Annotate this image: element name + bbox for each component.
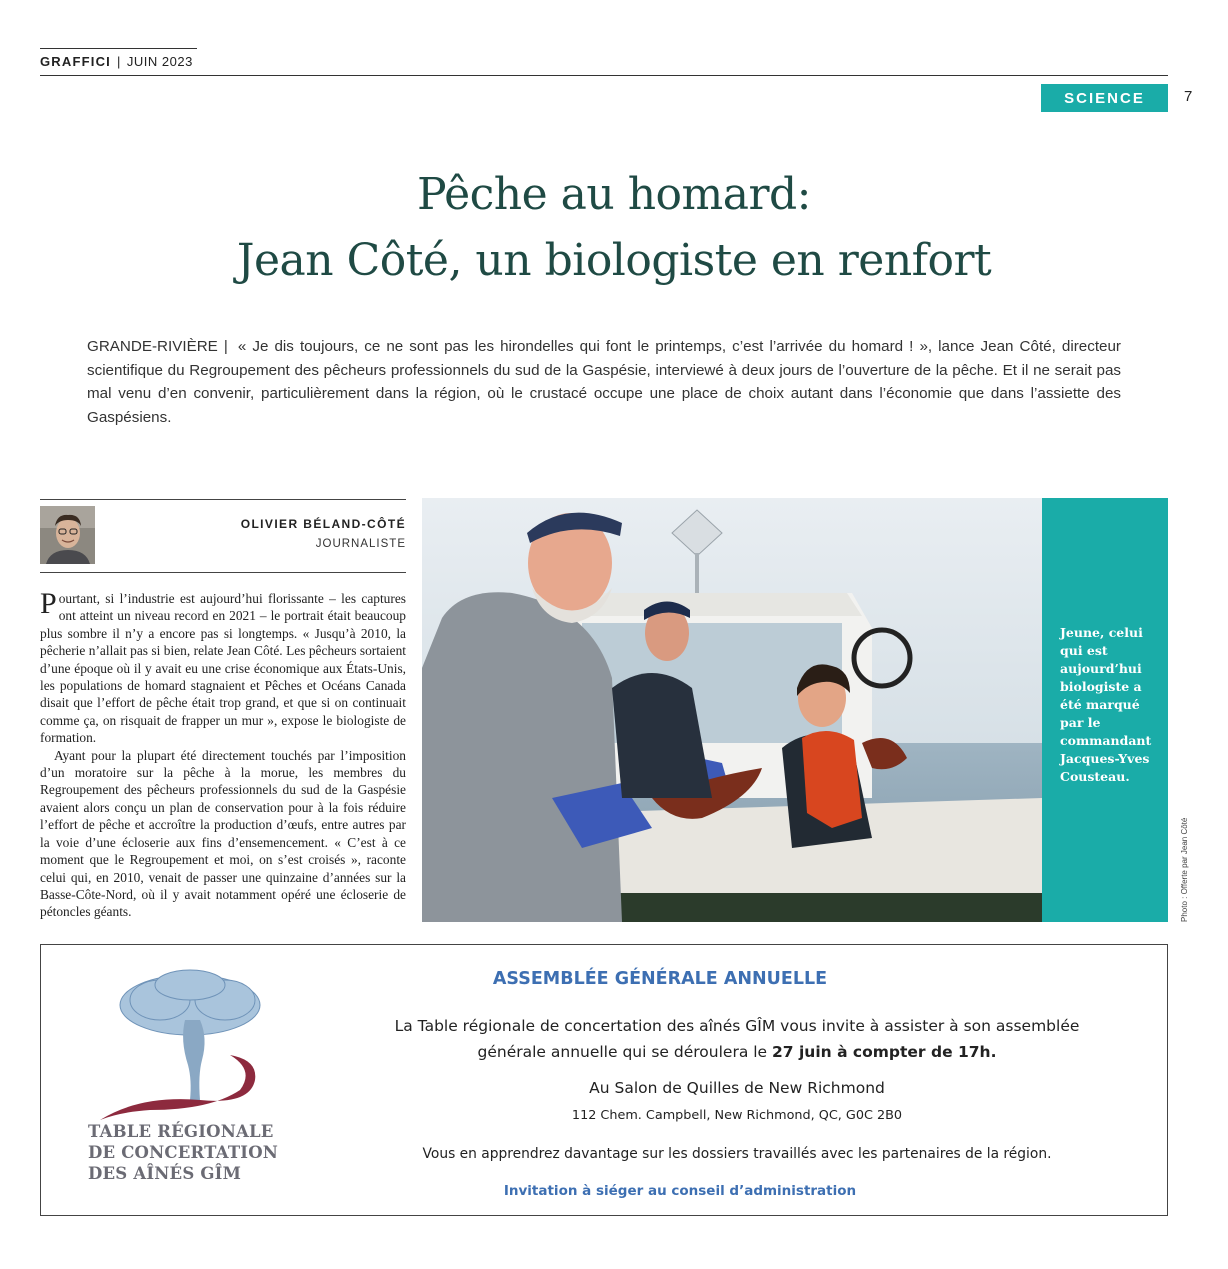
drop-cap: P	[40, 587, 57, 620]
dateline: GRANDE-RIVIÈRE |	[87, 338, 228, 355]
logo-line-2: DE CONCERTATION	[88, 1143, 279, 1162]
ad-logo-text	[88, 1121, 278, 1184]
body-paragraph	[40, 587, 406, 747]
article-headline	[0, 162, 1228, 294]
body-paragraph-1-text: ourtant, si l’industrie est aujourd’hui florissante – les captures ont atteint un niveau record en 2021 – le portrait était beaucoup plus sombre il n’y a encore pas si longtemps. « Jusqu’à 2010, la pêcherie n’allait pas si bien, relate Jean Côté. Les pêcheurs sortaient d’une époque où il y avait eu une crise économique aux États-Unis, les populations de homard stagnaient et Pêches et Océans Canada disait que l’effort de pêche était trop grand, et que si on continuait comme ça, on risquait de frapper un mur », expose le biologiste de formation.	[40, 591, 406, 746]
ad-body-line-2-text: générale annuelle qui se déroulera le	[477, 1043, 773, 1061]
author-name: OLIVIER BÉLAND-CÔTÉ	[240, 517, 406, 531]
masthead-separator: |	[116, 54, 121, 69]
ad-body-line-1: La Table régionale de concertation des aînés GÎM vous invite à assister à son assemblée	[394, 1017, 1080, 1035]
photo-caption: Jeune, celui qui est aujourd’hui biologiste a été marqué par le commandant Jacques-Yves Cousteau.	[1060, 625, 1152, 784]
ad-body	[340, 1013, 1134, 1065]
article-photo	[422, 498, 1042, 922]
page-number: 7	[1184, 88, 1193, 105]
headline-line-1: Pêche au homard:	[416, 169, 812, 220]
header-top-rule	[40, 48, 197, 49]
section-tag: SCIENCE	[1041, 84, 1168, 112]
logo-line-1: TABLE RÉGIONALE	[88, 1122, 274, 1141]
author-role: JOURNALISTE	[315, 538, 406, 550]
ad-body-line-2	[340, 1039, 1134, 1065]
issue-date: JUIN 2023	[126, 54, 193, 69]
ad-venue: Au Salon de Quilles de New Richmond	[589, 1079, 885, 1097]
headline-line-2: Jean Côté, un biologiste en renfort	[236, 235, 992, 286]
body-paragraph: Ayant pour la plupart été directement touchés par l’imposition d’un moratoire sur la pêche à la morue, les membres du Regroupement des pêcheurs professionnels du sud de la Gaspésie avaient alors conçu un plan de conservation pour à la fois réduire l’effort de pêche et accroître la production d’œufs, entre autres par la voie d’une écloserie aux fins d’ensemencement. « C’est à ce moment que le Regroupement et moi, on s’est croisés », raconte celui qui, en 2010, venait de passer une quinzaine d’années sur la Basse-Côte-Nord, où il y avait notamment opéré une écloserie de pétoncles géants.	[40, 747, 406, 920]
ad-more-info: Vous en apprendrez davantage sur les dossiers travaillés avec les partenaires de la région.	[422, 1146, 1052, 1162]
ad-title: ASSEMBLÉE GÉNÉRALE ANNUELLE	[492, 969, 828, 989]
article-body	[40, 587, 406, 921]
byline-bottom-rule	[40, 572, 406, 573]
author-block	[241, 517, 406, 550]
ad-date-time: 27 juin à compter de 17h.	[772, 1043, 997, 1061]
article-lede	[87, 335, 1121, 429]
logo-line-3: DES AÎNÉS GÎM	[88, 1164, 242, 1183]
header-rule	[40, 75, 1168, 76]
ad-address: 112 Chem. Campbell, New Richmond, QC, G0C 2B0	[571, 1108, 903, 1123]
publication-name: GRAFFICI	[40, 54, 111, 69]
byline-top-rule	[40, 499, 406, 500]
photo-credit: Photo : Offerte par Jean Côté	[1180, 817, 1189, 922]
invitation-link[interactable]: Invitation à siéger au conseil d’administration	[503, 1183, 857, 1199]
masthead	[40, 54, 193, 69]
lede-text: « Je dis toujours, ce ne sont pas les hirondelles qui font le printemps, c’est l’arrivée du homard ! », lance Jean Côté, directeur scientifique du Regroupement des pêcheurs professionnels du sud de la Gaspésie, interviewé à deux jours de l’ouverture de la pêche. Et il ne serait pas mal venu d’en convenir, particulièrement dans la région, où le crustacé occupe une place de choix autant dans l’économie que dans l’assiette des Gaspésiens.	[87, 338, 1121, 426]
author-avatar	[40, 506, 95, 564]
